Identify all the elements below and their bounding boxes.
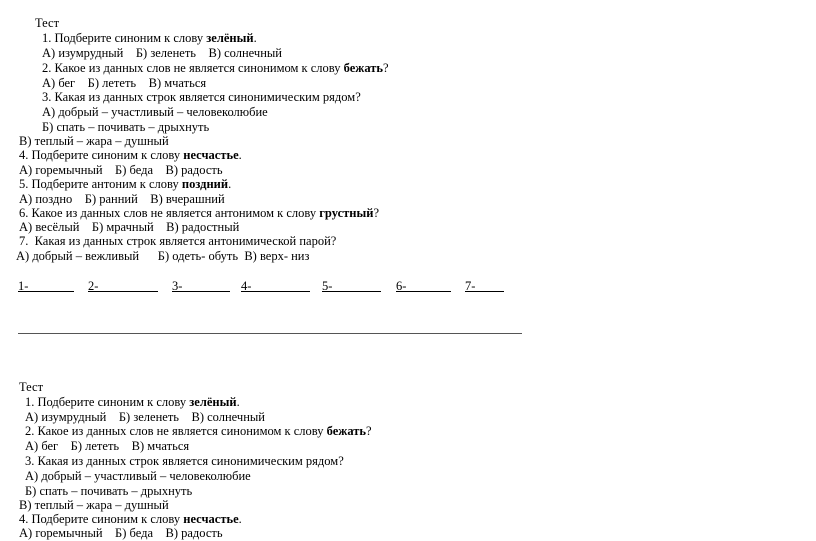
test1-question-3-option-b: Б) спать – почивать – дрыхнуть xyxy=(42,120,210,134)
test1-question-5: 5. Подберите антоним к слову поздний. xyxy=(19,177,232,191)
test2-question-1-options: А) изумрудный Б) зеленеть В) солнечный xyxy=(25,410,265,424)
test1-title: Тест xyxy=(35,16,60,30)
test2-question-2-options: А) бег Б) лететь В) мчаться xyxy=(25,439,190,453)
test2-question-3-option-a: А) добрый – участливый – человеколюбие xyxy=(25,469,251,483)
test2-question-3-option-b: Б) спать – почивать – дрыхнуть xyxy=(25,484,193,498)
test1-question-3-option-c: В) теплый – жара – душный xyxy=(19,134,169,148)
test2-question-2: 2. Какое из данных слов не является синонимом к слову бежать? xyxy=(25,424,372,438)
test1-question-4-options: А) горемычный Б) беда В) радость xyxy=(19,163,223,177)
test1-question-6: 6. Какое из данных слов не является антонимом к слову грустный? xyxy=(19,206,379,220)
test2-title: Тест xyxy=(19,380,44,394)
test2-question-4-options: А) горемычный Б) беда В) радость xyxy=(19,526,223,540)
test1-question-1-options: А) изумрудный Б) зеленеть В) солнечный xyxy=(42,46,282,60)
test1-question-1: 1. Подберите синоним к слову зелёный. xyxy=(42,31,257,45)
test1-question-7-options: А) добрый – вежливый Б) одеть- обуть В) верх- низ xyxy=(16,249,310,263)
test1-question-6-options: А) весёлый Б) мрачный В) радостный xyxy=(19,220,240,234)
test2-question-1: 1. Подберите синоним к слову зелёный. xyxy=(25,395,240,409)
test2-question-4: 4. Подберите синоним к слову несчастье. xyxy=(19,512,242,526)
test1-question-2: 2. Какое из данных слов не является синонимом к слову бежать? xyxy=(42,61,389,75)
test1-question-2-options: А) бег Б) лететь В) мчаться xyxy=(42,76,207,90)
test2-question-3-option-c: В) теплый – жара – душный xyxy=(19,498,169,512)
test1-question-5-options: А) поздно Б) ранний В) вчерашний xyxy=(19,192,225,206)
test2-question-3: 3. Какая из данных строк является синонимическим рядом? xyxy=(25,454,344,468)
test1-question-3: 3. Какая из данных строк является синонимическим рядом? xyxy=(42,90,361,104)
answer-blanks-row: 1- 2- 3- 4- 5- 6- 7- xyxy=(18,279,518,294)
test1-question-7: 7. Какая из данных строк является антонимической парой? xyxy=(19,234,337,248)
section-divider xyxy=(18,333,522,334)
test1-question-3-option-a: А) добрый – участливый – человеколюбие xyxy=(42,105,268,119)
test1-question-4: 4. Подберите синоним к слову несчастье. xyxy=(19,148,242,162)
